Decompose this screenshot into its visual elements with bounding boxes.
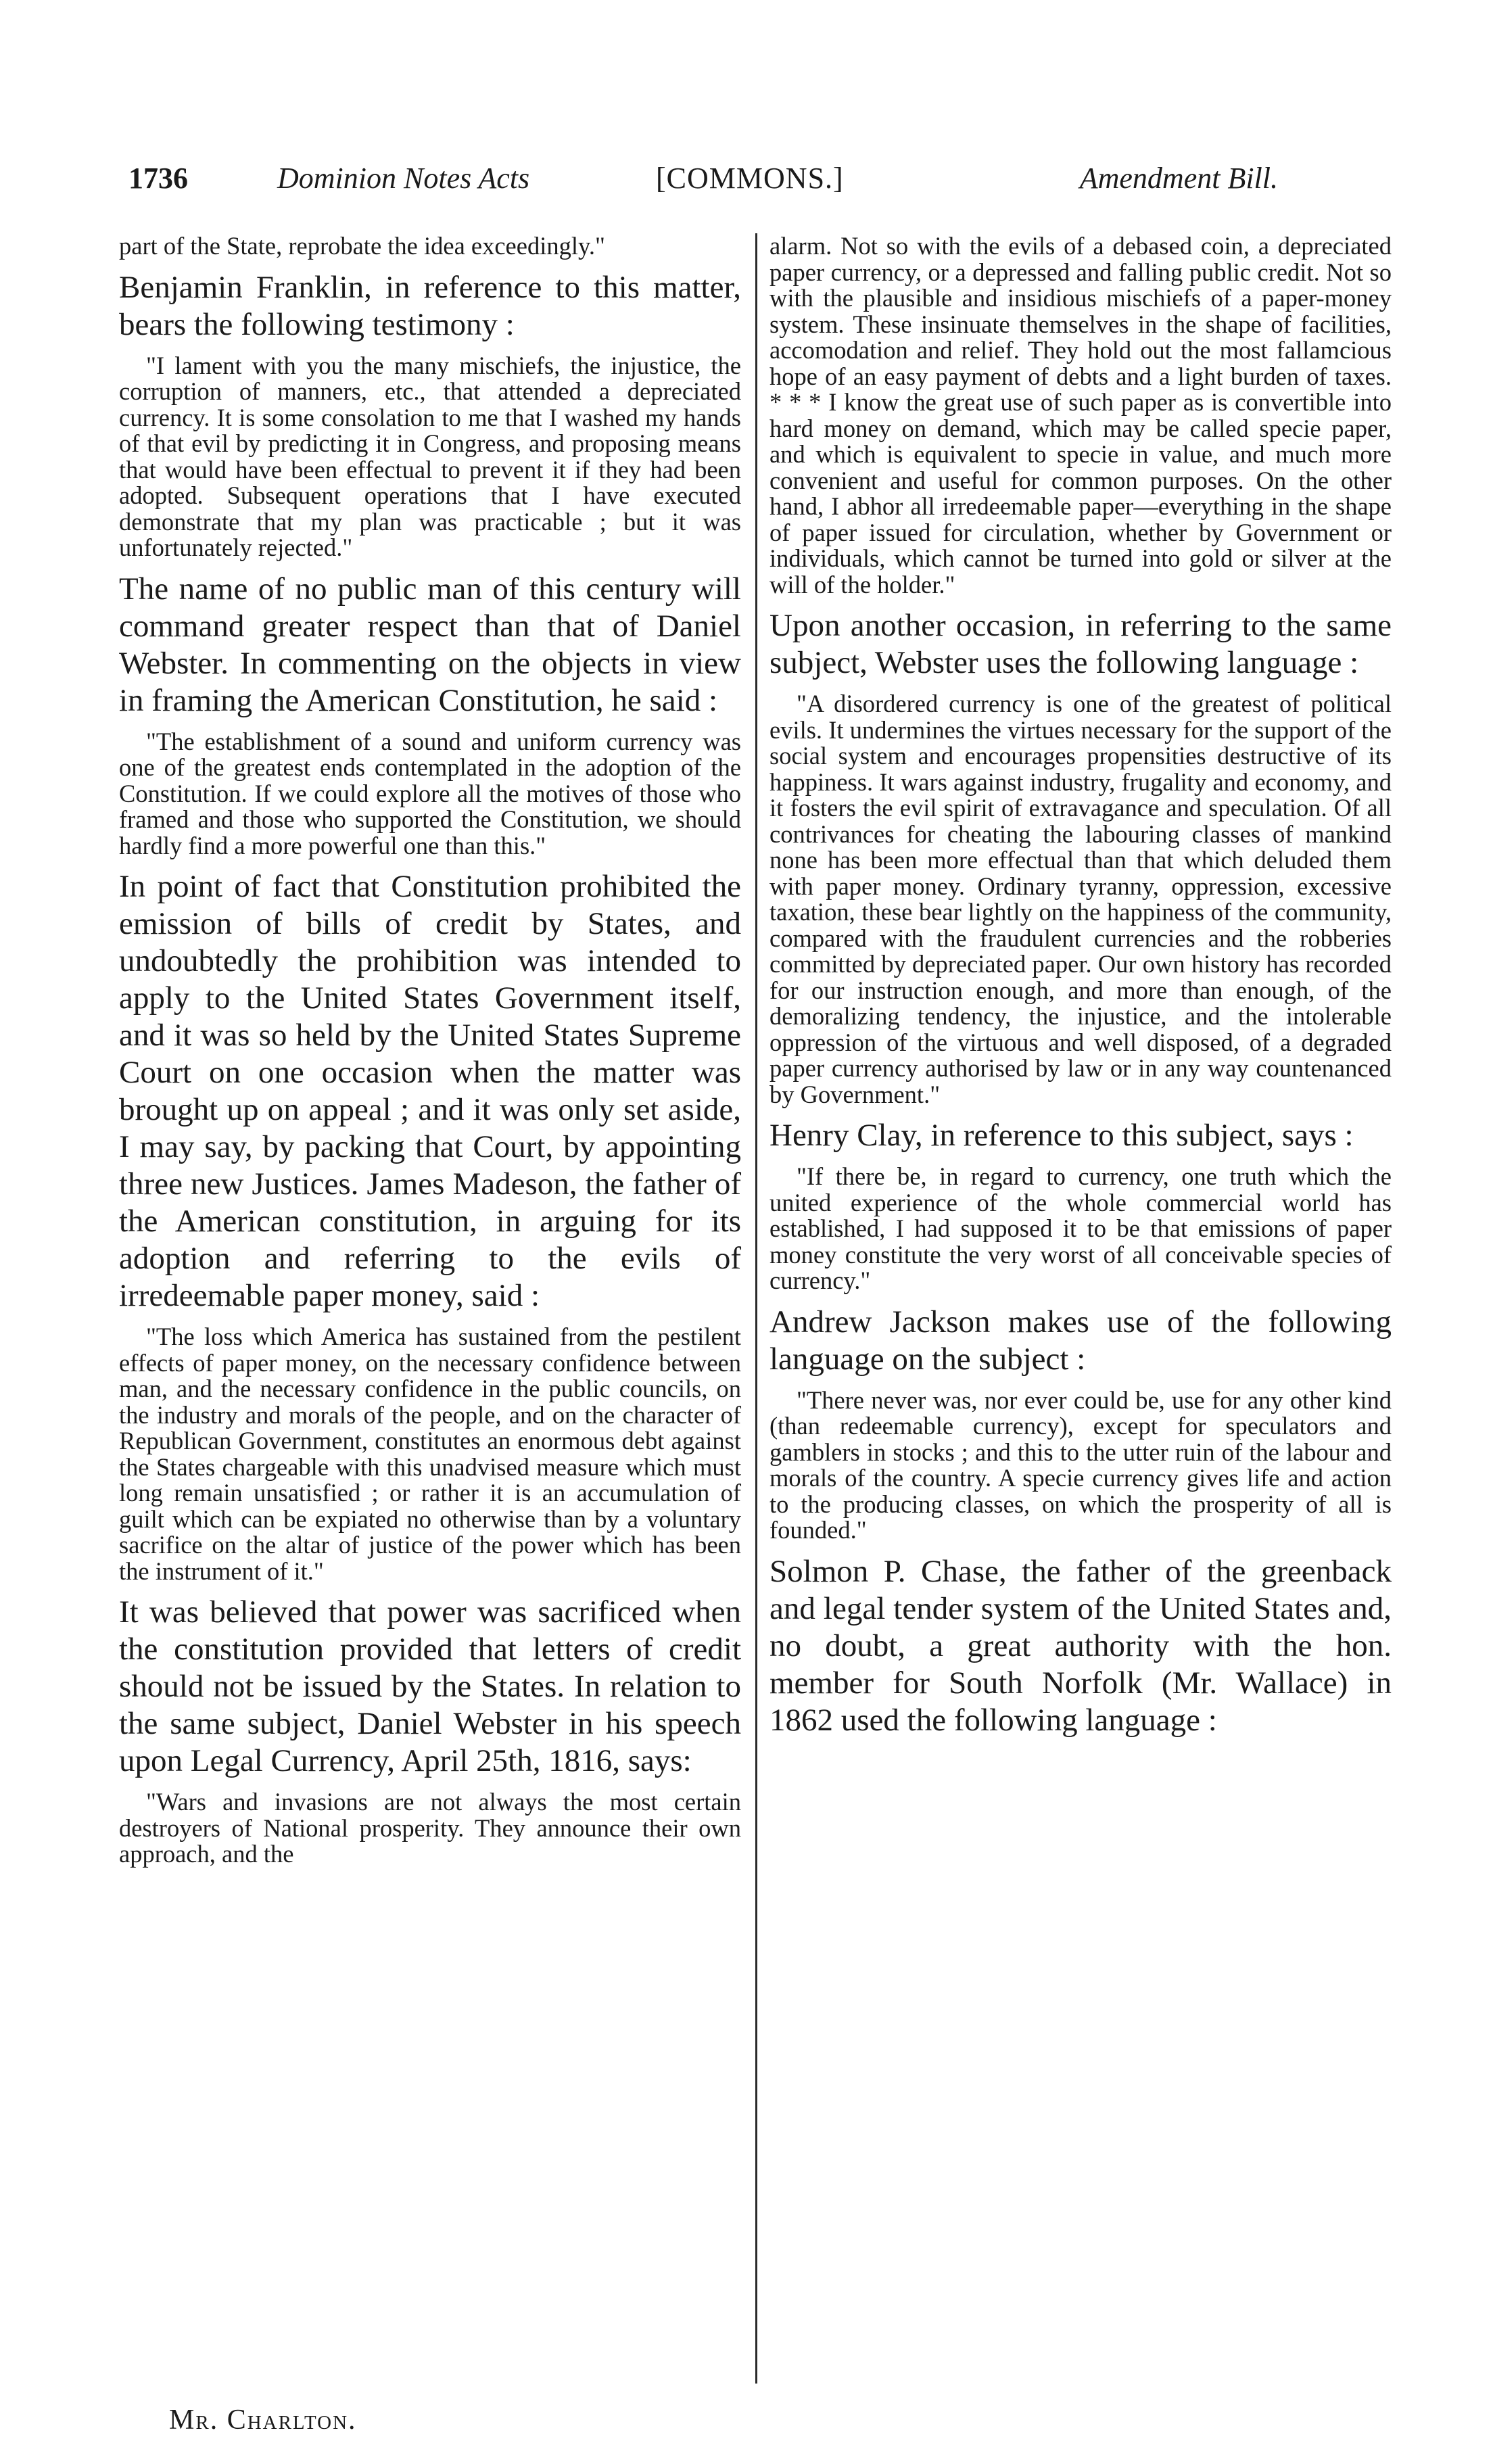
quote-paragraph: "I lament with you the many mischiefs, the injustice, the corruption of manners, etc., that attended a depreciated currency. It is some consolation to me that I washed my hands of that evil by predicting it in Congress, and proposing means that would have been effectual to prevent it if they had been adopted. Subsequent operations that I have executed demonstrate that my plan was practicable ; but it was unfortunately rejected." xyxy=(119,351,741,561)
quote-paragraph: "There never was, nor ever could be, use for any other kind (than redeemable currency), except for speculators and gamblers in stocks ; and this to the utter ruin of the labour and morals of the country. A specie currency gives life and action to the producing classes, on which the prosperity of all is founded." xyxy=(769,1385,1392,1544)
quote-paragraph: "The loss which America has sustained from the pestilent effects of paper money, on the necessary confidence between man, and the necessary confidence in the public councils, on the industry and morals of the people, and on the character of Republican Government, constitutes an enormous debt against the States chargeable with this unadvised measure which must long remain unsatisfied ; or rather it is an accumulation of guilt which can be expiated no otherwise than by a voluntary sacrifice on the altar of justice of the power which has been the instrument of it." xyxy=(119,1323,741,1585)
speech-paragraph: In point of fact that Constitution prohibited the emission of bills of credit by States, and undoubtedly the prohibition was intended to apply to the United States Government itself, and it was so held by the United States Supreme Court on one occasion when the matter was brought up on appeal ; and it was only set aside, I may say, by packing that Court, by appointing three new Justices. James Madeson, the father of the American constitution, in arguing for its adoption and referring to the evils of irredeemable paper money, said : xyxy=(119,869,741,1313)
speaker-name: Mr. Charlton. xyxy=(169,2404,357,2436)
speech-paragraph: Andrew Jackson makes use of the following language on the subject : xyxy=(769,1304,1392,1377)
header-center-title: [COMMONS.] xyxy=(656,162,844,195)
page-number: 1736 xyxy=(128,162,188,195)
quote-paragraph: part of the State, reprobate the idea exceedingly." xyxy=(119,232,605,260)
speech-paragraph: It was believed that power was sacrificed when the constitution provided that letters of credit should not be issued by the States. In relation to the same subject, Daniel Webster in his speech upon Legal Currency, April 25th, 1816, says: xyxy=(119,1594,741,1778)
header-left-title: Dominion Notes Acts xyxy=(277,162,530,195)
quote-paragraph: "A disordered currency is one of the greatest of political evils. It undermines the virtues necessary for the support of the social system and encourages propensities destructive of its happiness. It wars against industry, frugality and economy, and it fosters the evil spirit of extravagance and speculation. Of all contrivances for cheating the labouring classes of mankind none has been more effectual than that which deluded them with paper money. Ordinary tyranny, oppression, excessive taxation, these bear lightly on the happiness of the community, compared with the fraudulent currencies and the robberies committed by depreciated paper. Our own history has recorded for our instruction enough, and more than enough, of the demoralizing tendency, the injustice, and the intolerable oppression of the virtuous and well disposed, of a degraded paper currency authorised by law or in any way countenanced by Government." xyxy=(769,690,1392,1108)
left-column xyxy=(119,233,741,1877)
page-header xyxy=(128,161,1278,208)
right-column xyxy=(769,233,1392,1749)
speech-paragraph: Benjamin Franklin, in reference to this matter, bears the following testimony : xyxy=(119,269,741,342)
speech-paragraph: Henry Clay, in reference to this subject, says : xyxy=(769,1118,1354,1153)
speech-paragraph: Solmon P. Chase, the father of the greenback and legal tender system of the United States and, no doubt, a great authority with the hon. member for South Norfolk (Mr. Wallace) in 1862 used the following language : xyxy=(769,1553,1392,1738)
quote-paragraph: alarm. Not so with the evils of a debased coin, a depreciated paper currency, or a depressed and falling public credit. Not so with the plausible and insidious mischiefs of a paper-money system. These insinuate themselves in the shape of facilities, accomodation and relief. They hold out the most fallamcious hope of an easy payment of debts and a light burden of taxes. * * * I know the great use of such paper as is convertible into hard money on demand, which may be called specie paper, and which is equivalent to specie in value, and much more convenient and useful for common purposes. On the other hand, I abhor all irredeemable paper—everything in the shape of paper issued for circulation, whether by Government or individuals, which cannot be turned into gold or silver at the will of the holder." xyxy=(769,232,1392,598)
header-right-title: Amendment Bill. xyxy=(1079,162,1278,195)
quote-paragraph: "If there be, in regard to currency, one truth which the united experience of the whole commercial world has established, I had supposed it to be that emissions of paper money constitute the very worst of all conceivable species of currency." xyxy=(769,1162,1392,1294)
quote-paragraph: "Wars and invasions are not always the most certain destroyers of National prosperity. They announce their own approach, and the xyxy=(119,1788,741,1868)
speech-paragraph: The name of no public man of this century will command greater respect than that of Daniel Webster. In commenting on the objects in view in framing the American Constitution, he said : xyxy=(119,571,741,718)
quote-paragraph: "The establishment of a sound and uniform currency was one of the greatest ends contemplated in the adoption of the Constitution. If we could explore all the motives of those who framed and those who supported the Constitution, we should hardly find a more powerful one than this." xyxy=(119,727,741,859)
speech-paragraph: Upon another occasion, in referring to the same subject, Webster uses the following language : xyxy=(769,608,1392,680)
column-divider xyxy=(755,233,757,2384)
